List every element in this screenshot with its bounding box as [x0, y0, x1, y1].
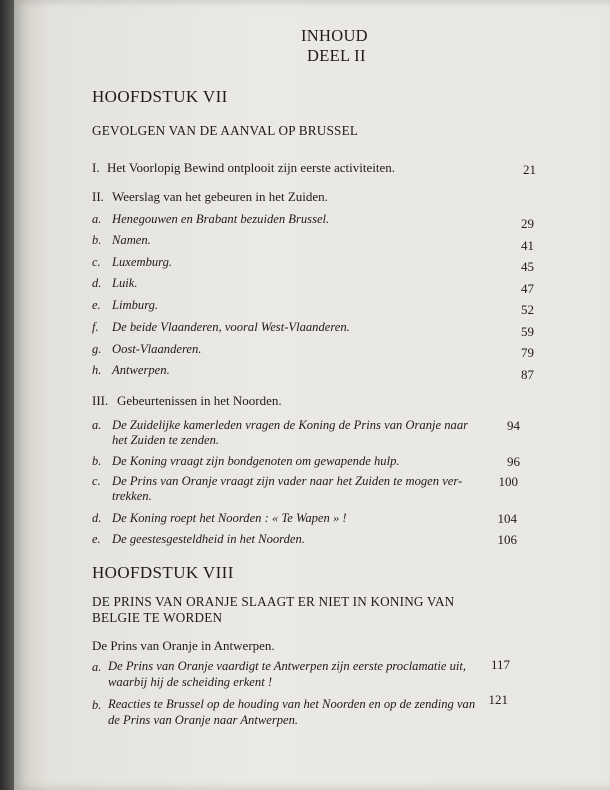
- section-label: I.: [92, 160, 100, 175]
- toc-item-label: a.: [92, 418, 102, 432]
- section-title: Weerslag van het gebeuren in het Zuiden.: [112, 189, 328, 204]
- page-number: 104: [497, 511, 517, 526]
- toc-item-title: Luik.: [112, 276, 138, 290]
- toc-item-label: d.: [92, 511, 102, 525]
- toc-item-title-continued: trekken.: [112, 489, 152, 503]
- chapter-subtitle-continued: BELGIE TE WORDEN: [92, 610, 223, 625]
- toc-item-title: De Prins van Oranje vaardigt te Antwerpen zijn eerste proclamatie uit,: [108, 659, 467, 673]
- toc-item-title: Namen.: [112, 233, 151, 247]
- chapter-heading: HOOFDSTUK VII: [92, 87, 228, 106]
- chapter-subtitle: GEVOLGEN VAN DE AANVAL OP BRUSSEL: [92, 123, 359, 138]
- toc-item-label: c.: [92, 474, 101, 488]
- section-label: III.: [92, 393, 109, 408]
- page-number: 21: [523, 162, 536, 177]
- toc-item-title: De Prins van Oranje vraagt zijn vader naar het Zuiden te mogen ver-: [112, 474, 463, 488]
- toc-item-label: b.: [92, 698, 102, 712]
- toc-item-title: De Zuidelijke kamerleden vragen de Koning de Prins van Oranje naar: [112, 418, 469, 432]
- toc-item-label: b.: [92, 454, 102, 468]
- section-label: II.: [92, 189, 104, 204]
- page-number: 45: [521, 259, 534, 274]
- toc-item-title-continued: het Zuiden te zenden.: [112, 433, 220, 447]
- toc-item-title-continued: de Prins van Oranje naar Antwerpen.: [108, 713, 299, 727]
- toc-item-label: e.: [92, 298, 101, 312]
- chapter-subtitle: DE PRINS VAN ORANJE SLAAGT ER NIET IN KONING VAN: [92, 594, 455, 609]
- page-number: 41: [521, 238, 534, 253]
- toc-item-title: De Koning vraagt zijn bondgenoten om gewapende hulp.: [112, 454, 400, 468]
- toc-item-title: De geestesgesteldheid in het Noorden.: [112, 532, 305, 546]
- page-number: 117: [490, 657, 510, 672]
- toc-item-label: a.: [92, 212, 102, 226]
- toc-item-title: De beide Vlaanderen, vooral West-Vlaanderen.: [112, 320, 350, 334]
- toc-item-label: d.: [92, 276, 102, 290]
- page-number: 87: [521, 367, 534, 382]
- section-title: Gebeurtenissen in het Noorden.: [117, 393, 282, 408]
- toc-item-label: e.: [92, 532, 101, 546]
- toc-item-title: De Koning roept het Noorden : « Te Wapen » !: [112, 511, 347, 525]
- toc-item-label: g.: [92, 342, 102, 356]
- page-number: 47: [521, 281, 534, 296]
- page-title: INHOUD: [301, 26, 368, 45]
- page-number: 29: [521, 216, 534, 231]
- page-number: 121: [488, 692, 508, 707]
- toc-item-label: b.: [92, 233, 102, 247]
- page-number: 59: [521, 324, 534, 339]
- toc-item-title: Oost-Vlaanderen.: [112, 342, 202, 356]
- toc-item-label: a.: [92, 660, 102, 674]
- toc-item-title: Henegouwen en Brabant bezuiden Brussel.: [112, 212, 330, 226]
- toc-item-title: Luxemburg.: [112, 255, 173, 269]
- section-title: De Prins van Oranje in Antwerpen.: [92, 638, 275, 653]
- toc-item-label: c.: [92, 255, 101, 269]
- toc-item-label: h.: [92, 363, 102, 377]
- toc-item-title: Reacties te Brussel op de houding van het Noorden en op de zending van: [108, 697, 476, 711]
- page-number: 96: [507, 454, 520, 469]
- toc-item-label: f.: [92, 320, 99, 334]
- page-number: 94: [507, 418, 520, 433]
- section-title: Het Voorlopig Bewind ontplooit zijn eerste activiteiten.: [107, 160, 395, 175]
- page-number: 106: [497, 532, 517, 547]
- toc-item-title-continued: waarbij hij de scheiding erkent !: [108, 675, 273, 689]
- toc-item-title: Antwerpen.: [112, 363, 170, 377]
- page-number: 100: [498, 474, 518, 489]
- chapter-heading: HOOFDSTUK VIII: [92, 563, 234, 582]
- toc-item-title: Limburg.: [112, 298, 159, 312]
- page-number: 79: [521, 345, 534, 360]
- page-number: 52: [521, 302, 534, 317]
- page-subtitle: DEEL II: [307, 46, 366, 65]
